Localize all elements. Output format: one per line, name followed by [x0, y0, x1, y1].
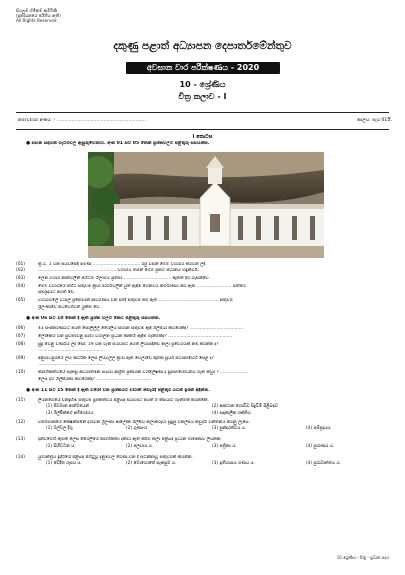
question-row — [16, 377, 389, 383]
question-text: ................................................ — [38, 362, 105, 368]
divider — [16, 129, 389, 130]
question-number: (10) — [16, 370, 26, 376]
option[interactable]: (1) සිහිවටන ය. — [46, 443, 76, 449]
question-list-c — [16, 398, 389, 568]
question-number: (06) — [16, 326, 26, 331]
instruction-text: ● අංක 06 සිට 10 තෙක් දී ඇති ප්‍රශ්න වලට කෙටි පිළිතුරු සපයන්න. — [26, 316, 161, 321]
question-row — [16, 290, 389, 298]
question-row — [16, 362, 389, 370]
question-number: (13) — [16, 437, 26, 443]
question-text: ලියනගෙයේ චන්ද්‍රහිමි සිතුවම් පූජකත්වය පිළිබඳ සියවසට අයත් ම කීපයාට ගැනීමක් කරන්නේ, — [38, 398, 209, 403]
question-number: (08) — [16, 342, 26, 347]
copyright-block — [16, 8, 106, 24]
question-number: (11) — [16, 398, 26, 403]
question-text: සුදු වෙනු වර්ණය ලද සෝ. 19 වන වැනි සියවසට අයත් ලියාපදින්චි කලා ප්‍රවේශයක් නම් කරන්න ද? — [38, 342, 219, 347]
question-text: මෙම විහාරයේ පිහිටි සිතුවම් ක්‍රියා මාර්ගවලින් යුත් ඇඳීම් ගෙනවිය නිර්මාණය කර ඇත. ........................ සිත්තර — [38, 284, 246, 290]
question-text: ලෙන විහාර කෘතිවලින් පිහිටම ශිලාමය ප්‍රතිමා .................................. ඇතත් දිග ගැසින්වේ. — [38, 276, 211, 282]
question-text: සම්ප්‍රදායට අයත් වේ. — [38, 290, 76, 296]
question-list-b — [16, 326, 389, 383]
question-text: ........................................................ විහාරය තමින් මෙම ප්‍රකට ස්ථානය හඳුන්වයි. — [38, 268, 199, 274]
option[interactable]: (1) ජීවමාන ආත්මයෙන් — [46, 404, 89, 410]
page-footer: 10 ශ්‍රේණිය - චිත්‍ර - ප්‍රධාන පදය — [336, 555, 389, 560]
question-number: (02) — [16, 268, 26, 274]
option[interactable]: (4) පුරාණය ය. — [306, 443, 335, 449]
question-text: 43 සංස්කරණයට අයත් සොලිල්ල ශෛලීය සිහාන සිතුවම් ඇඳි ශිල්පියා කවරෙක්ද? ...................................... — [38, 326, 244, 331]
temple-photo — [88, 152, 324, 258]
question-row — [16, 334, 389, 342]
option-row — [16, 444, 389, 455]
option[interactable]: (3) සුන්දරත්වය ය. — [212, 426, 247, 432]
question-number: (12) — [16, 420, 26, 426]
question-number: (01) — [16, 262, 26, 267]
subject-label: චිත්‍ර කලාව - I — [178, 92, 227, 101]
question-number: (03) — [16, 276, 26, 282]
copyright-line: (ප්‍රකාශනයේ අයිතිය ඇති) — [16, 13, 61, 19]
question-text: දන්වීමෙහි කුමක් ලෙස ශෛලියේ කාර්මිකතා දක්වා ඇති කිරීම කලා පිළිබඳ ප්‍රධාන මාතෘකාව ලියන්න. — [38, 437, 222, 443]
time-label: කාලය: පැය 01යි. — [357, 118, 392, 123]
question-number: (05) — [16, 298, 26, 304]
question-text: ලෙස දහ ශිල්පීයකා කවරෙක්ද? ....................................... — [38, 376, 151, 382]
copyright-line: All Rights Reserved — [16, 18, 57, 24]
instruction-text: ● අංක 11 සිට 15 තෙක් දී ඇති වරෝ වන ප්‍රශ්නයට වඩාත් නිවැරදි පිළිතුර යටින් ඉරක් අඳින්න. — [26, 388, 210, 393]
question-row — [16, 276, 389, 284]
instruction-text: ● සහන සඳහන් ගැටළුවල ඇසුරුවෙනවා. අංක 01 සිට 05 තෙක් ප්‍රශ්නවලට පිළිතුරු සපයන්න. — [26, 141, 210, 146]
dambulla-cave-temple-image — [88, 152, 324, 258]
index-field: නම/විභාග අංකය :- ............................................................. — [18, 118, 146, 123]
option[interactable]: (2) ජලාශය ය. — [126, 443, 154, 449]
question-text: ක්‍රි.ව. 1 වන සියවසේදී පමණ .................................. රජු විසින් මෙම විහාරය කරවන ලදී. — [38, 262, 207, 267]
question-text: ලෝකෙශ වන සුචිතාවනු සාමා විශාලන ප්‍රධාන කෘතිහි ඇඳීම් ගැනීමක්ද? .............................................. — [38, 334, 233, 339]
option[interactable]: (1) මල්වල දිගු — [46, 426, 73, 432]
question-number: (07) — [16, 334, 26, 339]
option[interactable]: (2) මොහොතේ සැකසුම ය. — [126, 460, 177, 466]
option[interactable]: (3) පත්‍රිකා ය. — [212, 443, 237, 449]
question-text: වර්තමානයේ කේෂන්සිනේ දරාවන ශ්‍රීලංකා ආලෝක ශිල්පීය කලාකරුවා සූදුසු විකල්පය කවුදයි වින්තනය කරනු ලැබේ. — [38, 420, 251, 426]
question-text: ................................................ — [38, 348, 105, 354]
question-text: යුගාන්ත්‍රිය ඉදිරියේ පිළිබඳ පිහිටුවූ දැනුම්වල තීරණ වන දී සිටින්නාවූ සිතුවමක් කියන්න. — [38, 454, 193, 460]
option-row — [16, 426, 389, 437]
question-number: (09) — [16, 356, 26, 362]
divider — [16, 112, 389, 113]
question-row — [16, 268, 389, 276]
question-number: (04) — [16, 284, 26, 290]
part-heading: I කොටස — [192, 134, 213, 140]
option[interactable]: (3) ශිල්පීන්ගේ අභියෝගය — [46, 411, 94, 417]
option[interactable]: (4) සදාකාලික ශක්තිය — [212, 411, 251, 417]
question-text: අනුරාධපුරයේ ලඟ ආර්ථික ලෙස ලියවිල්ල ක්‍රියා ඇති වෙලාවේ කුමක සූර්ය ස්ථානාවෙහි පෙළ ද? — [38, 356, 214, 362]
question-text: කාර්මිකත්වයේ සැකසූ ආධ්‍යාත්මික සංඛ්‍යා ආශ්‍රිත ප්‍රකාශන විශ්ලේෂණ ද සූපසංශෝධනය ගැන කවුද ? .................... — [38, 370, 249, 376]
copyright-line: සියලුම හිමිකම් ඇවිරිණි — [16, 8, 58, 13]
option[interactable]: (4) පුරාවෘත්තය ය. — [306, 460, 341, 466]
option-row — [16, 411, 389, 420]
question-row — [16, 348, 389, 356]
question-text: විහාරගලේ විශාල ප්‍රදේශයක් ආවරණය වන පරිදි සිතුවම් කර ඇති ........................................... සිතුවම — [38, 298, 233, 304]
question-list-a — [16, 262, 389, 311]
grade-label: 10 - ශ්‍රේණිය — [179, 80, 226, 89]
question-row — [16, 326, 389, 334]
question-row — [16, 305, 389, 311]
department-title: දකුණු පළාත් අධ්‍යාපන දෙපාර්තමේන්තුව — [113, 40, 292, 52]
option[interactable]: (1) වේදිත රූපය ය. — [46, 460, 82, 466]
option[interactable]: (3) ඉතිහාසය ගණය ය. — [212, 460, 255, 466]
option[interactable]: (2) ආස්ථාන ගොඩිඩ සිදුවීම් පිළිබඳව — [212, 404, 278, 410]
option[interactable]: (4) සම්ප්‍රදායය — [306, 426, 331, 432]
exam-banner: අවසාන වාර පරීක්ෂණය - 2020 — [126, 62, 280, 74]
option-row — [16, 461, 389, 470]
question-number: (14) — [16, 454, 26, 460]
option[interactable]: (2) ගුණාංශ — [126, 426, 147, 432]
question-text: ශ්‍රීලංකාවේ අධිවේගීවත් යුක්ත වේ. — [38, 304, 101, 310]
